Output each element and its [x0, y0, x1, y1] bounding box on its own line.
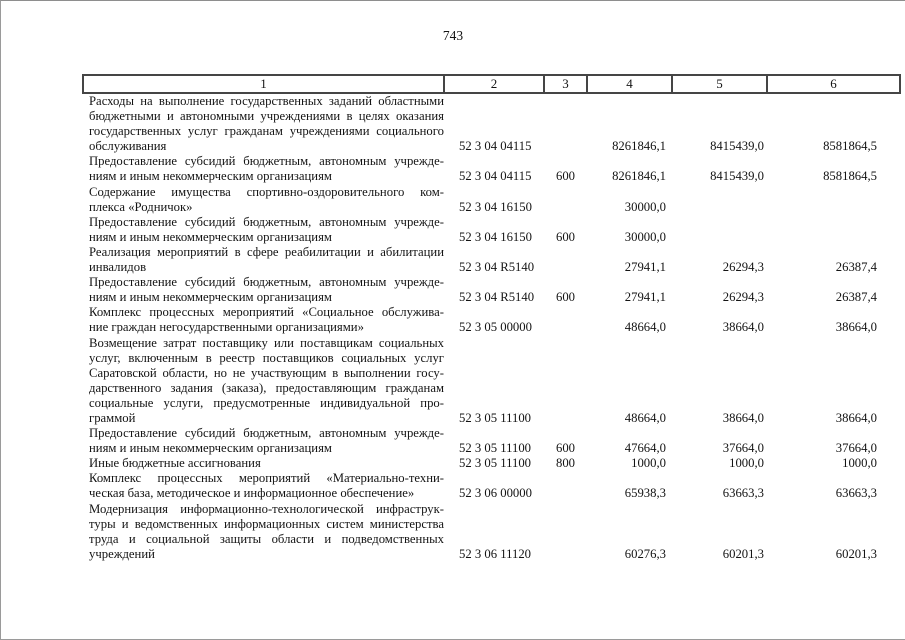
description-line: услуг, включенным в реестр поставщиков социальных услуг	[89, 350, 444, 365]
value-cell-2: 38664,0	[722, 320, 764, 335]
description-line: ниям и иным некоммерческим организациям	[89, 229, 332, 244]
value-cell-1: 47664,0	[624, 441, 666, 456]
expense-group-cell	[544, 245, 587, 275]
table-row	[83, 456, 900, 471]
value-cell-2: 37664,0	[722, 441, 764, 456]
table-row	[83, 93, 900, 154]
col-header-1: 1	[83, 75, 444, 93]
description-line: туры и ведомственных информационных систем министерства	[89, 516, 444, 531]
description-cell	[83, 456, 444, 471]
table-body	[83, 93, 900, 562]
description-cell	[83, 185, 444, 215]
description-line: граммой	[89, 410, 136, 425]
expense-group-cell	[544, 93, 587, 154]
value-cell-2: 38664,0	[722, 410, 764, 425]
value-cell-3: 8581864,5	[823, 139, 877, 154]
description-cell	[83, 275, 444, 305]
value-cell-3: 63663,3	[835, 486, 877, 501]
expense-group-cell	[544, 471, 587, 501]
description-line: плекса «Родничок»	[89, 199, 193, 214]
expense-group-cell: 600	[555, 441, 576, 456]
description-cell	[83, 245, 444, 275]
value-cell-1: 27941,1	[624, 290, 666, 305]
expense-group-cell	[544, 185, 587, 215]
value-cell-2: 26294,3	[722, 290, 764, 305]
code-cell: 52 3 04 04115	[459, 169, 532, 184]
table-row	[83, 154, 900, 184]
value-cell-2: 26294,3	[722, 260, 764, 275]
page-number: 743	[442, 28, 464, 43]
description-line: обслуживания	[89, 139, 167, 154]
value-cell-2	[672, 185, 767, 215]
budget-table	[82, 74, 901, 562]
description-line: Предоставление субсидий бюджетным, автономным учрежде-	[89, 154, 444, 169]
code-cell: 52 3 04 R5140	[459, 290, 535, 305]
value-cell-1: 48664,0	[624, 320, 666, 335]
value-cell-1: 30000,0	[624, 229, 666, 244]
value-cell-1: 60276,3	[624, 546, 666, 561]
description-line: Возмещение затрат поставщику или поставщикам социальных	[89, 335, 444, 350]
description-cell	[83, 471, 444, 501]
value-cell-1: 48664,0	[624, 410, 666, 425]
table-row	[83, 215, 900, 245]
value-cell-1: 1000,0	[631, 456, 666, 471]
code-cell: 52 3 06 00000	[459, 486, 532, 501]
code-cell: 52 3 05 11100	[459, 410, 532, 425]
description-line: Комплекс процессных мероприятий «Социальное обслужива-	[89, 305, 444, 320]
code-cell: 52 3 05 11100	[459, 456, 532, 471]
code-cell: 52 3 05 11100	[459, 441, 532, 456]
value-cell-1: 30000,0	[624, 199, 666, 214]
table-row	[83, 275, 900, 305]
value-cell-3	[767, 215, 900, 245]
expense-group-cell: 600	[555, 229, 576, 244]
table-row	[83, 305, 900, 335]
value-cell-3: 37664,0	[835, 441, 877, 456]
description-line: Модернизация информационно-технологической инфраструк-	[89, 501, 444, 516]
code-cell: 52 3 06 11120	[459, 546, 532, 561]
description-cell	[83, 93, 444, 154]
value-cell-2: 1000,0	[729, 456, 764, 471]
value-cell-2: 63663,3	[722, 486, 764, 501]
description-line: ниям и иным некоммерческим организациям	[89, 290, 332, 305]
value-cell-2: 60201,3	[722, 546, 764, 561]
description-line: Расходы на выполнение государственных заданий областными	[89, 94, 444, 108]
description-line: ческая база, методическое и информационное обеспечение»	[89, 486, 415, 501]
description-cell	[83, 215, 444, 245]
expense-group-cell	[544, 336, 587, 427]
value-cell-3: 26387,4	[835, 290, 877, 305]
expense-group-cell	[544, 502, 587, 562]
header-row	[83, 75, 900, 93]
col-header-3: 3	[544, 75, 587, 93]
value-cell-3: 8581864,5	[823, 169, 877, 184]
value-cell-1: 8261846,1	[612, 169, 666, 184]
description-line: государственных услуг гражданам учреждениями социального	[89, 124, 444, 139]
code-cell: 52 3 04 16150	[459, 229, 532, 244]
table-row	[83, 336, 900, 427]
expense-group-cell: 600	[555, 290, 576, 305]
description-line: Предоставление субсидий бюджетным, автономным учрежде-	[89, 426, 444, 441]
value-cell-3: 26387,4	[835, 260, 877, 275]
table-row	[83, 245, 900, 275]
expense-group-cell: 800	[555, 456, 576, 471]
col-header-6: 6	[767, 75, 900, 93]
value-cell-1: 65938,3	[624, 486, 666, 501]
table-row	[83, 426, 900, 456]
value-cell-3: 60201,3	[835, 546, 877, 561]
table-header-row	[83, 75, 900, 93]
description-line: ниям и иным некоммерческим организациям	[89, 169, 332, 184]
description-line: дарственного задания (заказа), предоставляющим гражданам	[89, 380, 444, 395]
value-cell-1: 27941,1	[624, 260, 666, 275]
table-row	[83, 471, 900, 501]
description-line: Саратовской области, но не участвующим в выполнении госу-	[89, 365, 444, 380]
description-line: инвалидов	[89, 260, 147, 275]
value-cell-2: 8415439,0	[710, 139, 764, 154]
description-line: учреждений	[89, 546, 155, 561]
value-cell-2	[672, 215, 767, 245]
code-cell: 52 3 04 04115	[459, 139, 532, 154]
description-line: Комплекс процессных мероприятий «Материально-техни-	[89, 471, 444, 486]
description-cell	[83, 336, 444, 427]
description-line: социальные услуги, предусмотренные индивидуальной про-	[89, 395, 444, 410]
description-line: труда и социальной защиты области и подведомственных	[89, 531, 444, 546]
code-cell: 52 3 04 16150	[459, 199, 532, 214]
description-line: Предоставление субсидий бюджетным, автономным учрежде-	[89, 214, 444, 229]
description-line: ниям и иным некоммерческим организациям	[89, 441, 332, 456]
description-line: ние граждан негосударственными организациями»	[89, 320, 364, 335]
description-cell	[83, 426, 444, 456]
value-cell-3: 38664,0	[835, 410, 877, 425]
code-cell: 52 3 05 00000	[459, 320, 532, 335]
expense-group-cell	[544, 305, 587, 335]
description-cell	[83, 305, 444, 335]
col-header-4: 4	[587, 75, 672, 93]
description-line: Иные бюджетные ассигнования	[89, 456, 261, 471]
description-line: Содержание имущества спортивно-оздоровительного ком-	[89, 184, 444, 199]
code-cell: 52 3 04 R5140	[459, 260, 535, 275]
value-cell-3: 38664,0	[835, 320, 877, 335]
value-cell-3: 1000,0	[842, 456, 877, 471]
expense-group-cell: 600	[555, 169, 576, 184]
description-line: Предоставление субсидий бюджетным, автономным учрежде-	[89, 275, 444, 290]
table-row	[83, 185, 900, 215]
description-cell	[83, 502, 444, 562]
value-cell-2: 8415439,0	[710, 169, 764, 184]
description-line: бюджетными и автономными учреждениями в целях оказания	[89, 109, 444, 124]
col-header-2: 2	[444, 75, 544, 93]
value-cell-3	[767, 185, 900, 215]
description-cell	[83, 154, 444, 184]
description-line: Реализация мероприятий в сфере реабилитации и абилитации	[89, 244, 444, 259]
value-cell-1: 8261846,1	[612, 139, 666, 154]
col-header-5: 5	[672, 75, 767, 93]
table-row	[83, 502, 900, 562]
